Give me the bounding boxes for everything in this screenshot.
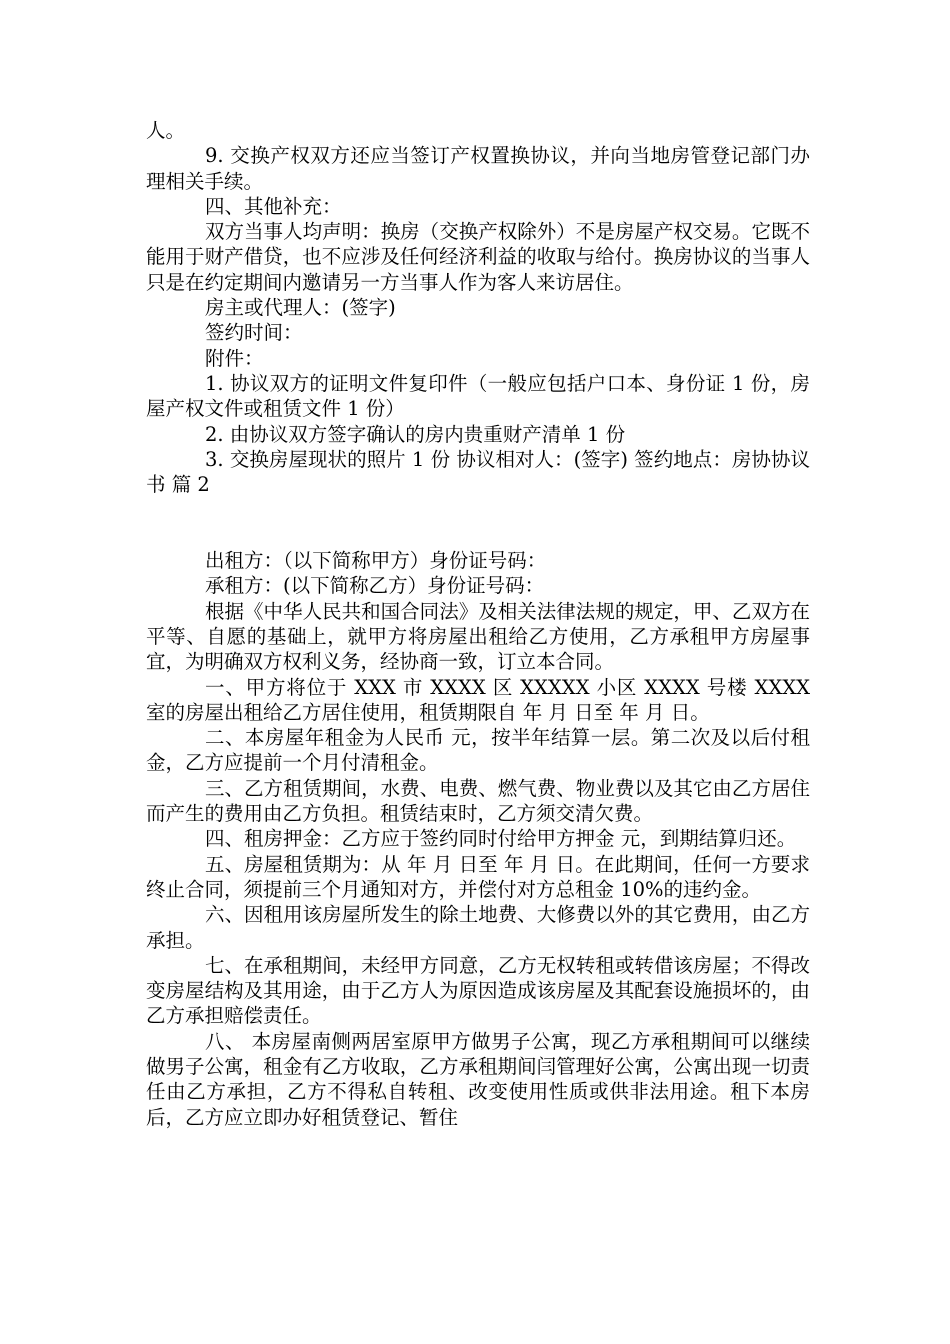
attachment-item-3: 3. 交换房屋现状的照片 1 份 协议相对人：(签字) 签约地点：房协协议书 篇 2 bbox=[146, 447, 810, 497]
lessee-line: 承租方：(以下简称乙方）身份证号码： bbox=[205, 574, 545, 598]
clause-4: 四、租房押金：乙方应于签约同时付给甲方押金 元，到期结算归还。 bbox=[205, 827, 797, 851]
signing-time-line: 签约时间： bbox=[205, 321, 303, 345]
document-page bbox=[146, 118, 810, 1130]
clause-5: 五、房屋租赁期为：从 年 月 日至 年 月 日。在此期间，任何一方要求终止合同，须提前三个月通知对方，并偿付对方总租金 10%的违约金。 bbox=[146, 852, 810, 901]
attachment-item-2: 2. 由协议双方签字确认的房内贵重财产清单 1 份 bbox=[205, 422, 626, 446]
clause-3: 三、乙方租赁期间，水费、电费、燃气费、物业费以及其它由乙方居住而产生的费用由乙方负担。租赁结束时，乙方须交清欠费。 bbox=[146, 776, 810, 826]
clause-7: 七、在承租期间，未经甲方同意，乙方无权转租或转借该房屋；不得改变房屋结构及其用途，由于乙方人为原因造成该房屋及其配套设施损坏的，由乙方承担赔偿责任。 bbox=[146, 953, 810, 1028]
attachments-heading: 附件： bbox=[205, 346, 264, 370]
section-heading-other-supplements: 四、其他补充： bbox=[205, 194, 342, 218]
paragraph-preamble: 根据《中华人民共和国合同法》及相关法律法规的规定，甲、乙双方在平等、自愿的基础上，就甲方将房屋出租给乙方使用，乙方承租甲方房屋事宜，为明确双方权利义务，经协商一致，订立本合同。 bbox=[146, 599, 810, 674]
clause-6: 六、因租用该房屋所发生的除土地费、大修费以外的其它费用，由乙方承担。 bbox=[146, 903, 810, 952]
paragraph-item-9: 9. 交换产权双方还应当签订产权置换协议，并向当地房管登记部门办理相关手续。 bbox=[146, 144, 810, 193]
clause-1: 一、甲方将位于 XXX 市 XXXX 区 XXXXX 小区 XXXX 号楼 XXXX 室的房屋出租给乙方居住使用，租赁期限自 年 月 日至 年 月 日。 bbox=[146, 675, 810, 724]
clause-8: 八、 本房屋南侧两居室原甲方做男子公寓，现乙方承租期间可以继续做男子公寓，租金有乙方收取，乙方承租期间闫管理好公寓，公寓出现一切责任由乙方承担，乙方不得私自转租、改变使用性质或供非法用途。租下本房后，乙方应立即办好租赁登记、暂住 bbox=[146, 1029, 810, 1129]
section-spacer bbox=[146, 497, 810, 548]
clause-2: 二、本房屋年租金为人民币 元，按半年结算一层。第二次及以后付租金，乙方应提前一个月付清租金。 bbox=[146, 726, 810, 775]
attachment-item-1: 1. 协议双方的证明文件复印件（一般应包括户口本、身份证 1 份，房屋产权文件或租赁文件 1 份） bbox=[146, 371, 810, 421]
signature-line-owner: 房主或代理人：(签字) bbox=[205, 296, 396, 320]
paragraph-declaration: 双方当事人均声明：换房（交换产权除外）不是房屋产权交易。它既不能用于财产借贷，也不应涉及任何经济利益的收取与给付。换房协议的当事人只是在约定期间内邀请另一方当事人作为客人来访居住。 bbox=[146, 220, 810, 294]
lessor-line: 出租方：（以下简称甲方）身份证号码： bbox=[205, 549, 547, 573]
paragraph-continuation: 人。 bbox=[146, 119, 186, 142]
